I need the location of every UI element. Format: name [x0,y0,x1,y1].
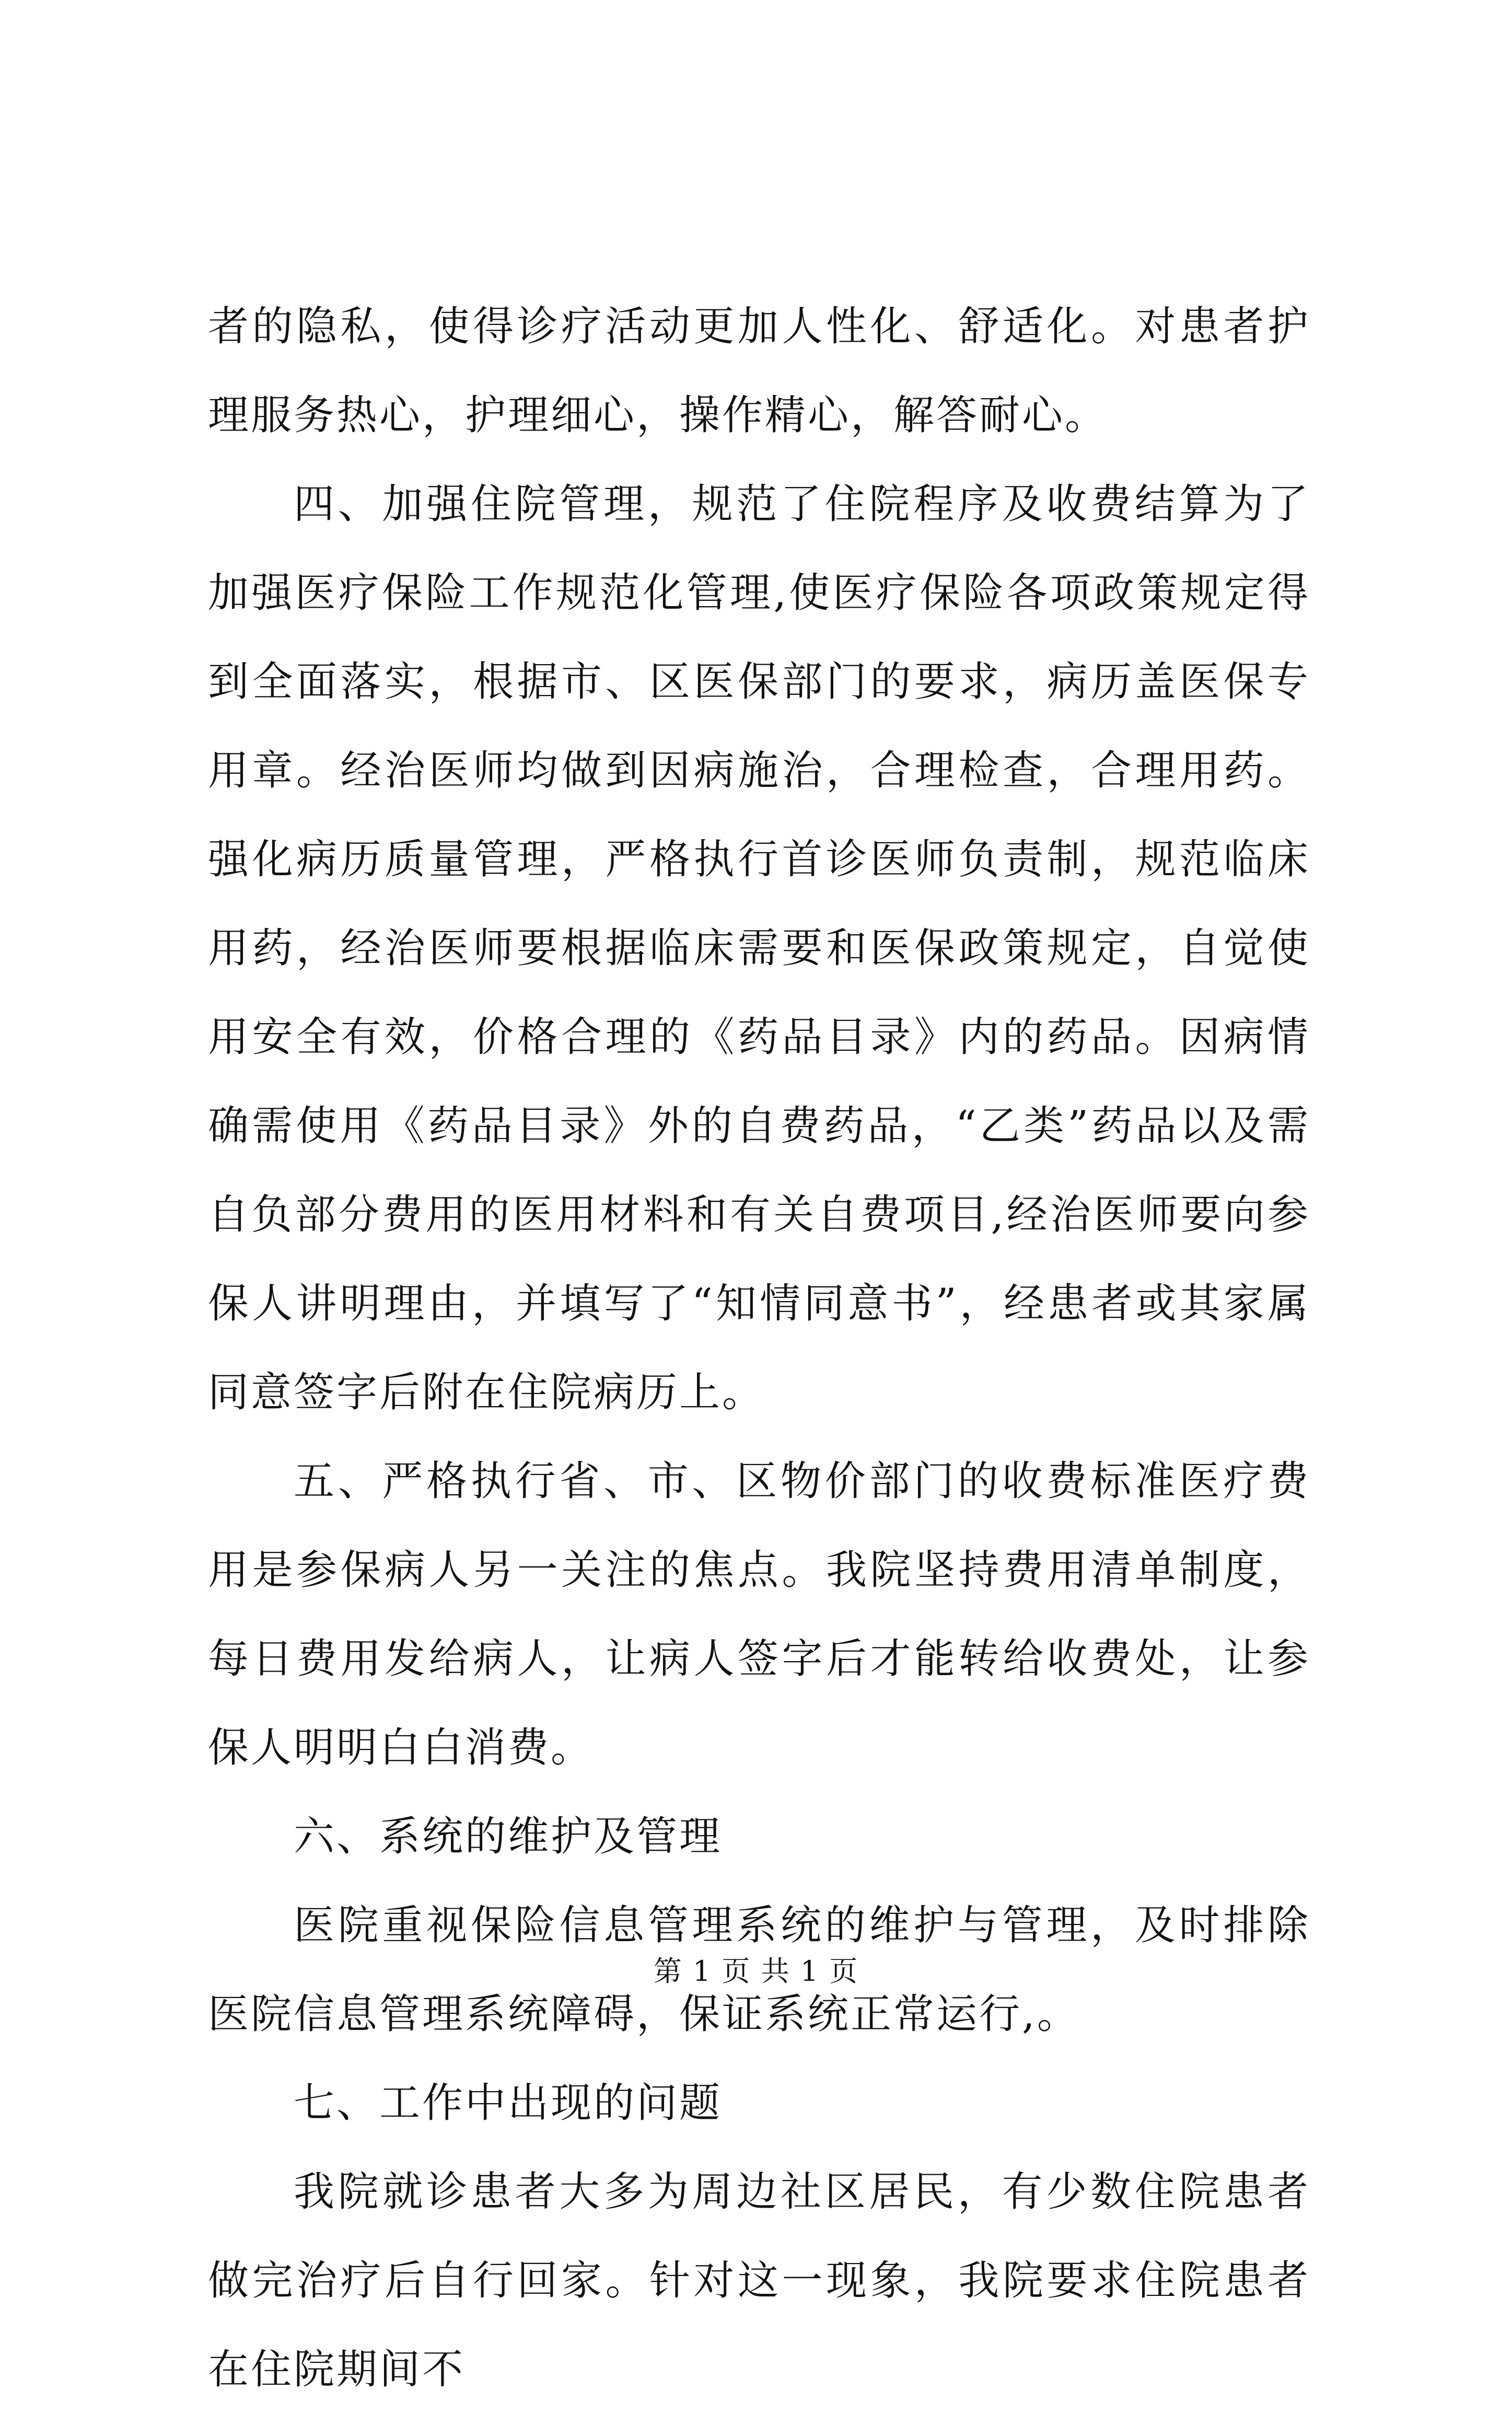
paragraph-5: 医院重视保险信息管理系统的维护与管理，及时排除医院信息管理系统障碍，保证系统正常运行,。 [208,1902,1310,2038]
page-number-footer: 第 1 页 共 1 页 [653,1955,859,1988]
paragraph-1: 者的隐私，使得诊疗活动更加人性化、舒适化。对患者护理服务热心，护理细心，操作精心，解答耐心。 [208,303,1310,439]
paragraph-7: 我院就诊患者大多为周边社区居民，有少数住院患者做完治疗后自行回家。针对这一现象，我院要求住院患者在住院期间不 [208,2168,1310,2393]
paragraph-2: 四、加强住院管理，规范了住院程序及收费结算为了加强医疗保险工作规范化管理,使医疗保险各项政策规定得到全面落实，根据市、区医保部门的要求，病历盖医保专用章。经治医师均做到因病施治，合理检查，合理用药。强化病历质量管理，严格执行首诊医师负责制，规范临床用药，经治医师要根据临床需要和医保政策规定，自觉使用安全有效，价格合理的《药品目录》内的药品。因病情确需使用《药品目录》外的自费药品，“乙类”药品以及需自负部分费用的医用材料和有关自费项目,经治医师要向参保人讲明理由，并填写了“知情同意书”，经患者或其家属同意签字后附在住院病历上。 [208,481,1310,1416]
paragraph-3: 五、严格执行省、市、区物价部门的收费标准医疗费用是参保病人另一关注的焦点。我院坚持费用清单制度，每日费用发给病人，让病人签字后才能转给收费处，让参保人明明白白消费。 [208,1458,1310,1771]
document-body [208,282,1310,2414]
section-heading-7: 七、工作中出现的问题 [294,2080,723,2127]
section-heading-6: 六、系统的维护及管理 [294,1813,723,1860]
